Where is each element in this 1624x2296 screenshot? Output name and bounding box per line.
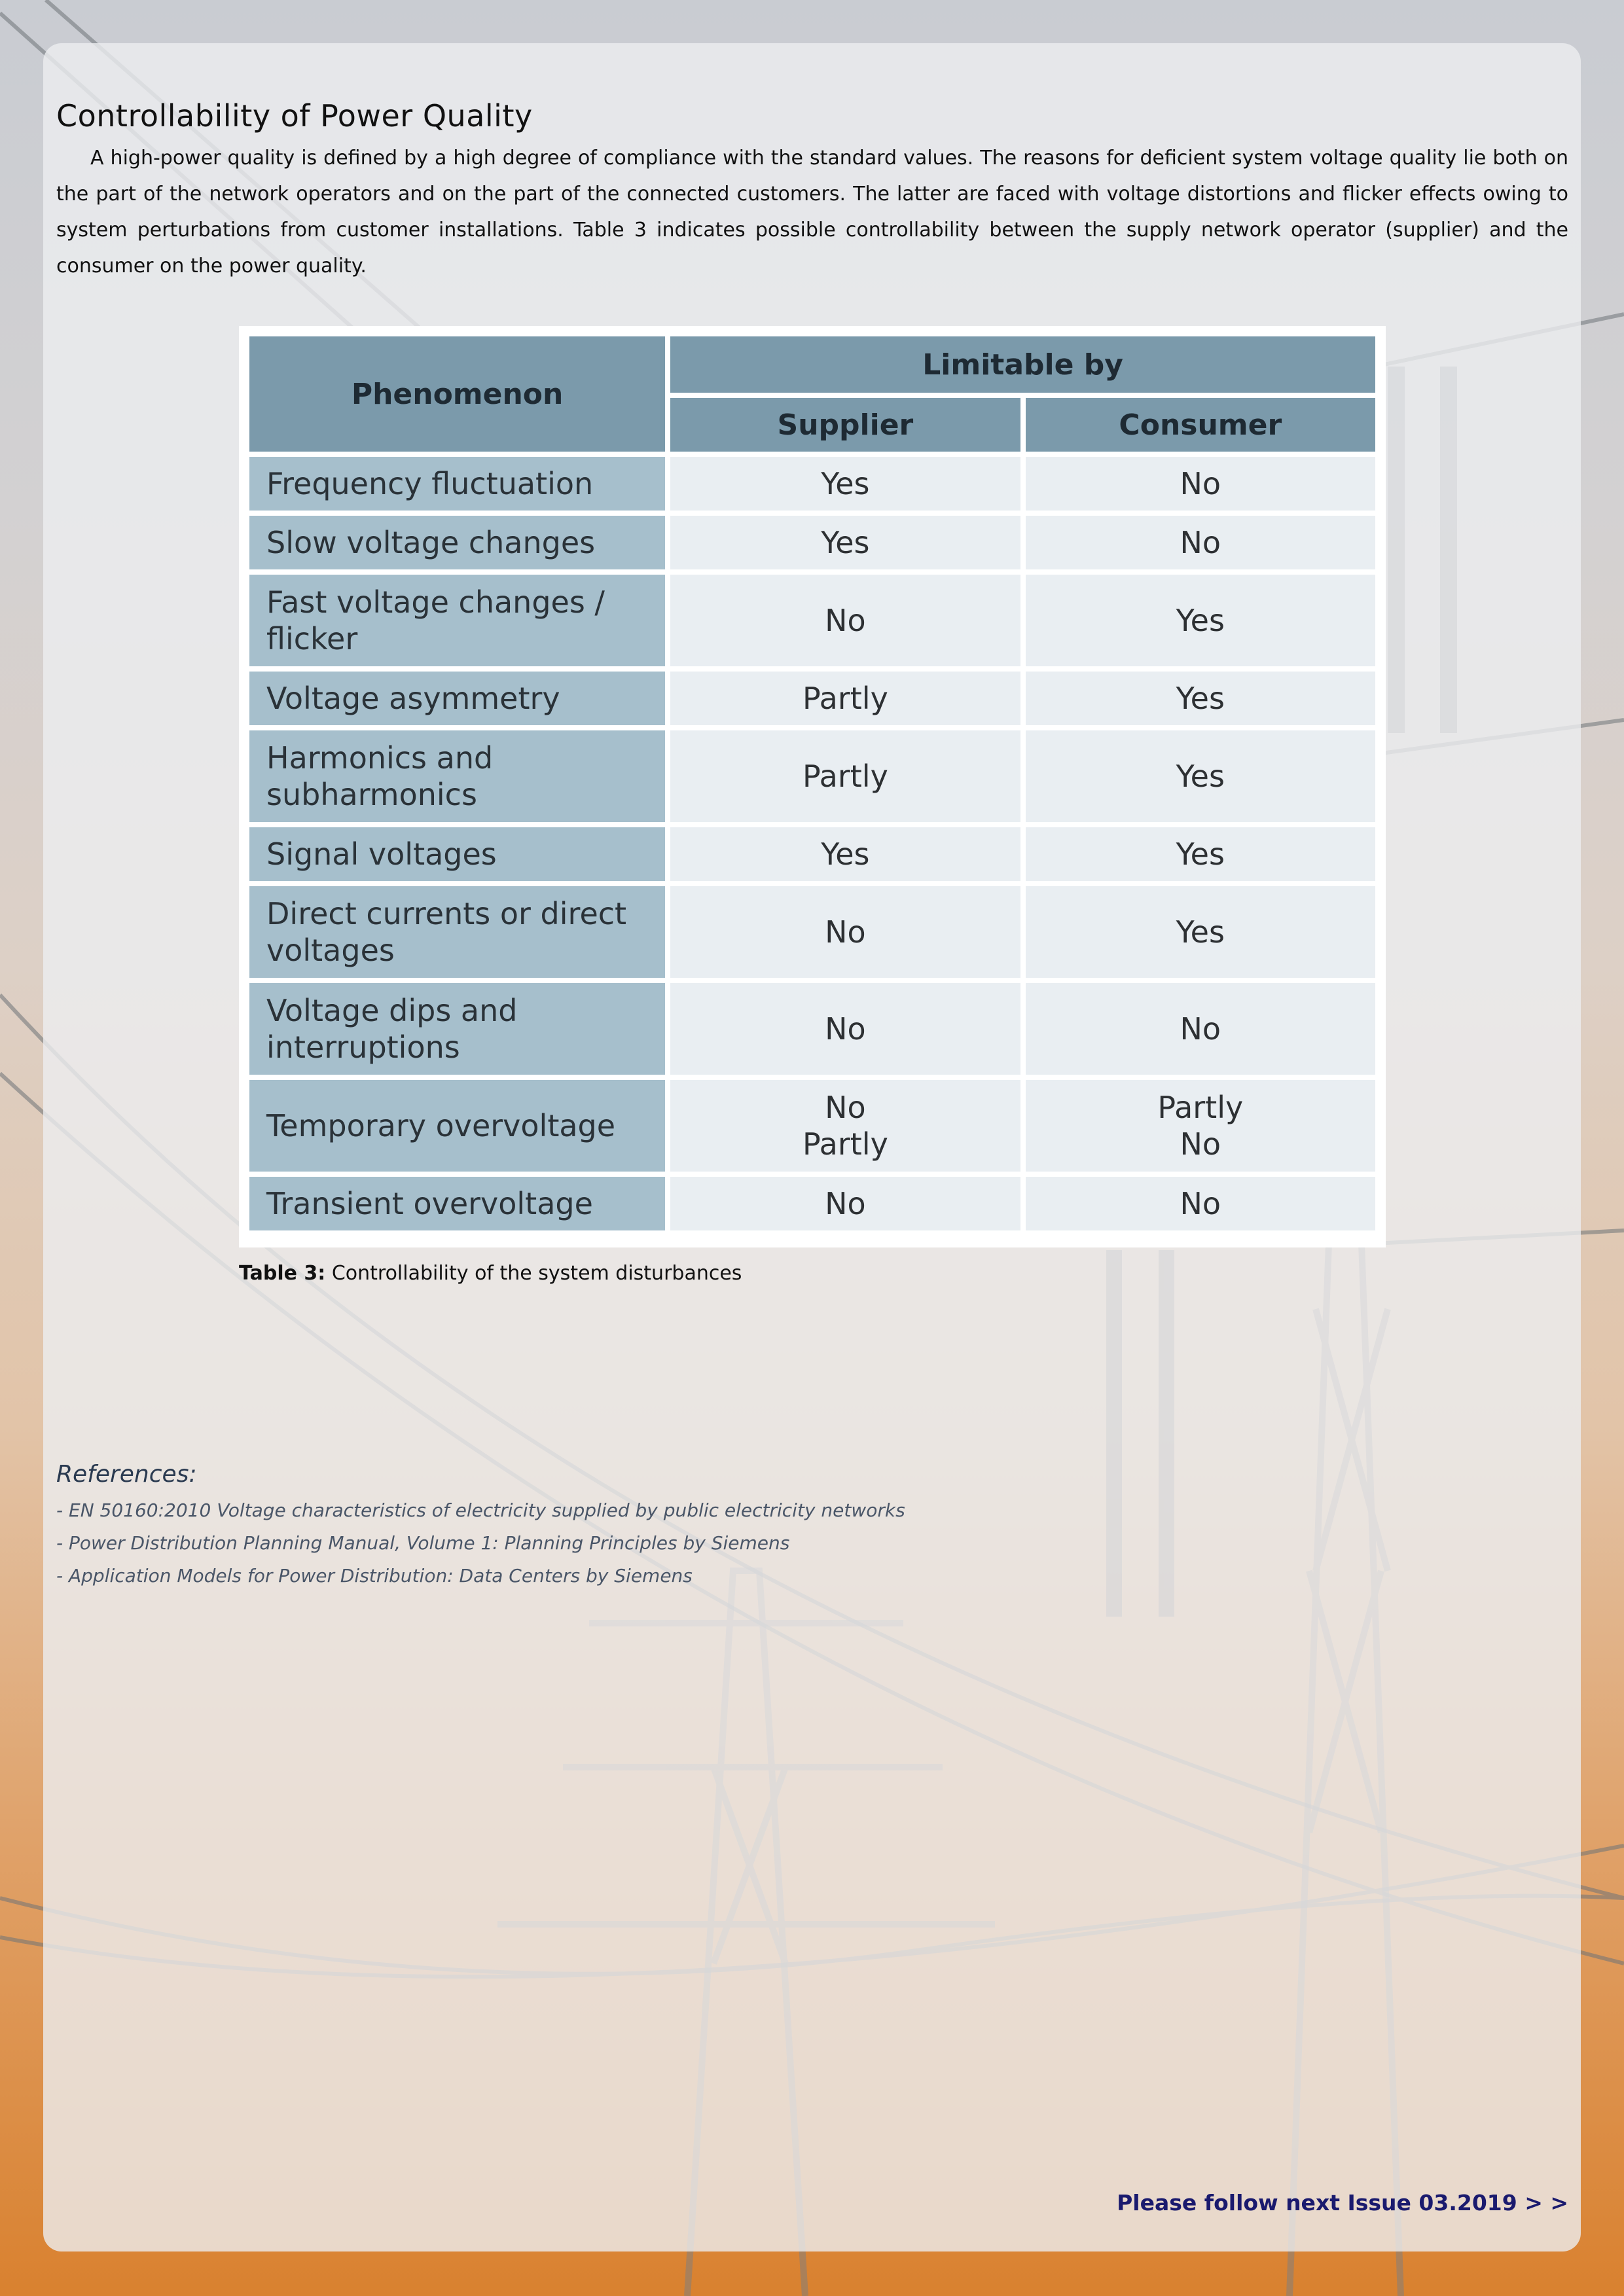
supplier-value-line: No	[825, 1090, 866, 1125]
controllability-table-card	[239, 326, 1386, 1247]
table-row	[249, 730, 1375, 822]
supplier-cell: No	[670, 575, 1020, 666]
table-row	[249, 457, 1375, 511]
consumer-cell: Yes	[1026, 575, 1375, 666]
table-row	[249, 1177, 1375, 1230]
consumer-cell: No	[1026, 983, 1375, 1075]
phenomenon-cell: Slow voltage changes	[249, 516, 665, 569]
supplier-cell: No	[670, 886, 1020, 978]
supplier-cell: No	[670, 1177, 1020, 1230]
supplier-cell: Partly	[670, 672, 1020, 725]
table-row	[249, 516, 1375, 569]
header-consumer: Consumer	[1026, 398, 1375, 452]
phenomenon-cell: Voltage asymmetry	[249, 672, 665, 725]
consumer-cell: Yes	[1026, 672, 1375, 725]
phenomenon-cell: Transient overvoltage	[249, 1177, 665, 1230]
table-row	[249, 827, 1375, 881]
consumer-cell: Yes	[1026, 730, 1375, 822]
consumer-cell: Yes	[1026, 886, 1375, 978]
consumer-cell: No	[1026, 457, 1375, 511]
references-section	[56, 1461, 973, 1592]
intro-paragraph: A high-power quality is defined by a high degree of compliance with the standard values. The reasons for deficient system voltage quality lie both on the part of the network operators and on the part of the connected customers. The latter are faced with voltage distortions and flicker effects owing to system perturbations from customer installations. Table 3 indicates possible controllability between the supply network operator (supplier) and the consumer on the power quality.	[56, 147, 1568, 278]
phenomenon-cell: Harmonics and subharmonics	[249, 730, 665, 822]
controllability-table	[244, 331, 1380, 1236]
header-phenomenon: Phenomenon	[249, 336, 665, 452]
consumer-cell: Yes	[1026, 827, 1375, 881]
header-limitable-by: Limitable by	[670, 336, 1375, 393]
table-caption	[239, 1262, 742, 1285]
references-heading: References:	[56, 1461, 197, 1488]
table-row	[249, 672, 1375, 725]
phenomenon-cell: Fast voltage changes / flicker	[249, 575, 665, 666]
supplier-cell: Yes	[670, 457, 1020, 511]
phenomenon-cell: Signal voltages	[249, 827, 665, 881]
caption-text: Controllability of the system disturbances	[331, 1262, 742, 1285]
supplier-cell: Yes	[670, 827, 1020, 881]
phenomenon-cell: Frequency fluctuation	[249, 457, 665, 511]
consumer-cell: No	[1026, 1177, 1375, 1230]
reference-item: - Application Models for Power Distribution: Data Centers by Siemens	[56, 1565, 693, 1587]
phenomenon-cell: Voltage dips and interruptions	[249, 983, 665, 1075]
reference-item: - Power Distribution Planning Manual, Volume 1: Planning Principles by Siemens	[56, 1532, 790, 1554]
supplier-cell	[670, 1080, 1020, 1172]
supplier-cell: Partly	[670, 730, 1020, 822]
phenomenon-cell: Direct currents or direct voltages	[249, 886, 665, 978]
consumer-value-line: No	[1180, 1126, 1221, 1162]
consumer-cell	[1026, 1080, 1375, 1172]
supplier-value-line: Partly	[803, 1126, 888, 1162]
supplier-cell: No	[670, 983, 1020, 1075]
page-title: Controllability of Power Quality	[56, 98, 533, 134]
table-row	[249, 575, 1375, 666]
consumer-cell: No	[1026, 516, 1375, 569]
next-issue-link[interactable]: Please follow next Issue 03.2019 > >	[1117, 2190, 1568, 2215]
table-row	[249, 983, 1375, 1075]
reference-item: - EN 50160:2010 Voltage characteristics of electricity supplied by public electricity networks	[56, 1499, 905, 1521]
table-row	[249, 886, 1375, 978]
caption-label: Table 3:	[239, 1262, 326, 1285]
phenomenon-cell: Temporary overvoltage	[249, 1080, 665, 1172]
consumer-value-line: Partly	[1157, 1090, 1244, 1125]
table-row	[249, 1080, 1375, 1172]
header-supplier: Supplier	[670, 398, 1020, 452]
supplier-cell: Yes	[670, 516, 1020, 569]
